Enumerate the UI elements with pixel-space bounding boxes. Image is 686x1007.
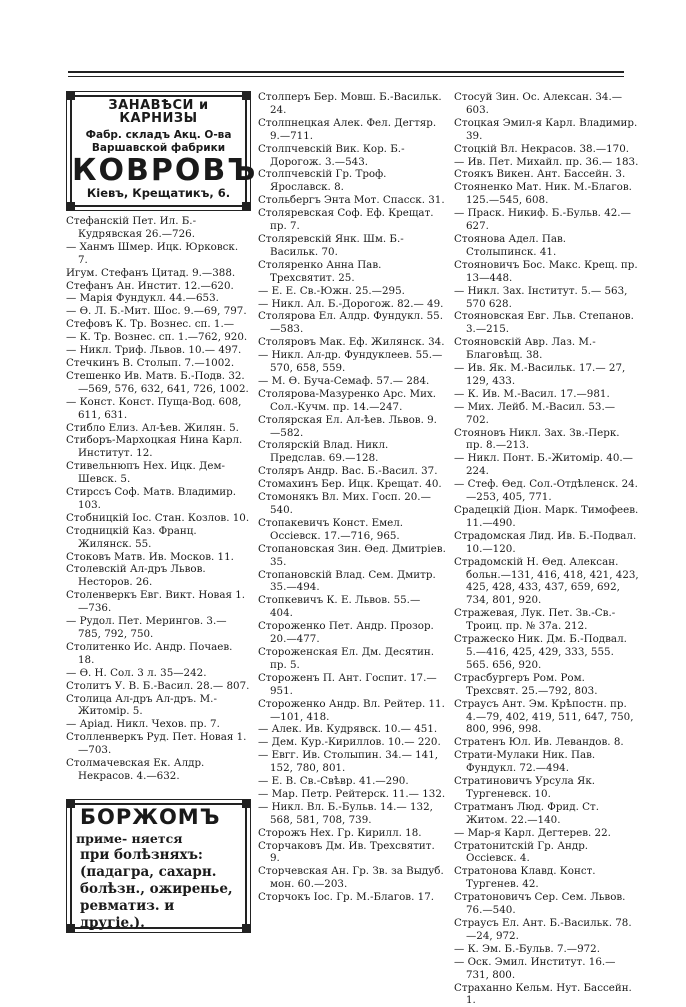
directory-entry: Стражеско Ник. Дм. Б.-Подвал. 5.—416, 425, 429, 333, 555. 565. 656, 920. bbox=[454, 633, 627, 671]
ornament-icon bbox=[242, 91, 251, 100]
directory-entry: Стопкевичъ К. Е. Львов. 55.— 404. bbox=[258, 594, 421, 620]
directory-entry: Столяръ Андр. Вас. Б.-Васил. 37. bbox=[258, 465, 438, 478]
directory-entry: Стешенко Ив. Матв. Б.-Подв. 32.—569, 576, 632, 641, 726, 1002. bbox=[66, 369, 249, 395]
directory-entry: Срадецкій Діон. Марк. Тимофеев. 11.—490. bbox=[454, 504, 639, 529]
directory-entry: — Никл. Ал. Б.-Дорогож. 82.— 49. bbox=[258, 297, 444, 310]
directory-entry: Стомахинъ Бер. Ицк. Крещат. 40. bbox=[258, 478, 442, 491]
directory-entry: — Мар. Петр. Рейтерск. 11.— 132. bbox=[258, 787, 446, 800]
directory-entry: Столитенко Ис. Андр. Почаев. 18. bbox=[66, 640, 233, 666]
directory-entry: Страдомская Лид. Ив. Б.-Подвал. 10.—120. bbox=[454, 529, 637, 555]
ornament-icon bbox=[242, 924, 251, 933]
directory-entry: Страусъ Ел. Ант. Б.-Васильк. 78.—24, 972. bbox=[454, 917, 632, 942]
directory-entry: Стопановскій Влад. Сем. Дмитр. 35.—494. bbox=[258, 568, 436, 594]
directory-entry: — Евгг. Ив. Столыпин. 34.— 141, 152, 780, 801. bbox=[258, 749, 439, 775]
directory-entry: Страти-Мулаки Ник. Пав. Фундукл. 72.—494. bbox=[454, 749, 596, 775]
directory-entry: Стратиновичъ Урсула Як. Тургеневск. 10. bbox=[454, 775, 596, 800]
ornament-icon bbox=[66, 202, 75, 211]
directory-entry: — К. Ив. М.-Васил. 17.—981. bbox=[454, 387, 610, 400]
borjom-ad-frame bbox=[70, 803, 247, 929]
directory-entry: — Е. В. Св.-Свѣвр. 41.—290. bbox=[258, 775, 409, 788]
ad-brand: КОВРОВЪ bbox=[72, 152, 258, 188]
ornament-icon bbox=[66, 799, 75, 808]
directory-entry: — Алек. Ив. Кудрявск. 10.— 451. bbox=[258, 723, 438, 736]
directory-entry: Стратманъ Люд. Фрид. Ст. Житом. 22.—140. bbox=[454, 800, 600, 826]
directory-entry: Столица Ал-дръ Ал-дръ. М.-Житомір. 5. bbox=[66, 692, 217, 718]
directory-entry: Стечкинъ В. Столып. 7.—1002. bbox=[66, 356, 235, 369]
directory-entry: Стопакевичъ Конст. Емел. Оссіевск. 17.—716, 965. bbox=[258, 516, 404, 542]
directory-entry: Столярова Ел. Алдр. Фундукл. 55.—583. bbox=[258, 310, 443, 336]
directory-entry: Стояновская Евг. Льв. Степанов. 3.—215. bbox=[454, 310, 634, 336]
curtains-ad-frame bbox=[70, 95, 258, 207]
directory-entry: — Дем. Кур.-Кириллов. 10.— 220. bbox=[258, 736, 441, 749]
directory-entry: — К. Тр. Вознес. сп. 1.—762, 920. bbox=[66, 331, 248, 344]
directory-entry: Стояновичъ Бос. Макс. Крещ. пр. 13—448. bbox=[454, 258, 638, 284]
column-1 bbox=[66, 91, 258, 937]
directory-entry: Столяренко Анна Пав. Трехсвятит. 25. bbox=[258, 258, 382, 284]
directory-entry: — Аріад. Никл. Чехов. пр. 7. bbox=[66, 718, 220, 731]
column-3 bbox=[454, 91, 639, 1007]
directory-entry: Стомонякъ Вл. Мих. Госп. 20.— 540. bbox=[258, 491, 431, 516]
directory-entry: Стражевая, Лук. Пет. Зв.-Св.-Троиц. пр. № 37а. 212. bbox=[454, 607, 616, 633]
directory-entry: Стирссъ Соф. Матв. Владимир. 103. bbox=[66, 486, 236, 511]
directory-entry: — Рудол. Пет. Мерингов. 3.— 785, 792, 750. bbox=[66, 615, 227, 640]
directory-entry: Стояновъ Никл. Зах. Зв.-Перк. пр. 8.—213. bbox=[454, 426, 620, 452]
ad-body: при болѣзняхъ: (падагра, сахарн. болѣзн., ожиренье, ревматиз. и другіе.). bbox=[80, 846, 233, 931]
directory-entry: Стороженко Пет. Андр. Прозор. 20.—477. bbox=[258, 620, 434, 646]
directory-entry: Стобницкій Іос. Стан. Козлов. 10. bbox=[66, 511, 250, 524]
directory-entry: Столмачевская Ек. Алдр. Некрасов. 4.—632. bbox=[66, 757, 205, 782]
directory-entry: — Никл. Понт. Б.-Житомір. 40.—224. bbox=[454, 452, 633, 478]
directory-entry: Стоякъ Викен. Ант. Бассейн. 3. bbox=[454, 168, 626, 181]
directory-entry: Столевскій Ал-дръ Львов. Несторов. 26. bbox=[66, 563, 206, 589]
directory-entry: Стратонитскій Гр. Андр. Оссіевск. 4. bbox=[454, 839, 589, 865]
directory-entry: Сторожъ Нех. Гр. Кирилл. 18. bbox=[258, 826, 422, 839]
directory-entry: — К. Эм. Б.-Бульв. 7.—972. bbox=[454, 942, 601, 955]
directory-entry: Стояненко Мат. Ник. М.-Благов. 125.—545, 608. bbox=[454, 181, 632, 207]
borjom-advertisement bbox=[66, 799, 251, 933]
directory-entry: — Марія Фундукл. 44.—653. bbox=[66, 292, 219, 305]
directory-entry: Столенверкъ Евг. Викт. Новая 1.—736. bbox=[66, 589, 246, 615]
directory-entry: — Ив. Пет. Михайл. пр. 36.— 183. bbox=[454, 155, 639, 168]
directory-entry: Столяревская Соф. Еф. Крещат. пр. 7. bbox=[258, 207, 434, 233]
directory-entry: Стоковъ Матв. Ив. Москов. 11. bbox=[66, 550, 234, 563]
directory-entry: Сторчокъ Іос. Гр. М.-Благов. 17. bbox=[258, 891, 435, 904]
curtains-advertisement bbox=[66, 91, 258, 211]
directory-entry: — Мих. Лейб. М.-Васил. 53.— 702. bbox=[454, 400, 616, 426]
directory-entry: Столленверкъ Руд. Пет. Новая 1.—703. bbox=[66, 731, 247, 757]
directory-entry: Страусъ Ант. Эм. Крѣпостн. пр. 4.—79, 402, 419, 511, 647, 750, 800, 996, 998. bbox=[454, 697, 634, 736]
directory-entry: Столяревскій Янк. Шм. Б.-Васильк. 70. bbox=[258, 232, 404, 258]
ad-address: Кіевъ, Крещатикъ, 6. bbox=[86, 185, 231, 200]
directory-entry: Стратонова Клавд. Конст. Тургенев. 42. bbox=[454, 865, 596, 891]
directory-entry: Столперъ Бер. Мовш. Б.-Васильк. 24. bbox=[258, 91, 442, 116]
ad-line: Фабр. складъ Акц. О-ва bbox=[85, 128, 232, 141]
directory-entry: Стосуй Зин. Ос. Алексан. 34.— 603. bbox=[454, 91, 623, 116]
directory-entry: — Конст. Конст. Пуща-Вод. 608, 611, 631. bbox=[66, 395, 242, 421]
ad-headline: ЗАНАВѢСИ и КАРНИЗЫ bbox=[108, 98, 209, 126]
ornament-icon bbox=[242, 799, 251, 808]
directory-entry: Стибло Елиз. Ал-ѣев. Жилян. 5. bbox=[66, 421, 239, 434]
directory-entry: Столярскій Влад. Никл. Предслав. 69.—128. bbox=[258, 439, 389, 465]
directory-entry: Стороженъ П. Ант. Госпит. 17.— 951. bbox=[258, 671, 437, 697]
directory-entry: Стратоновичъ Сер. Сем. Львов. 76.—540. bbox=[454, 891, 626, 917]
directory-entry: — Никл. Вл. Б.-Бульв. 14.— 132, 568, 581, 708, 739. bbox=[258, 800, 433, 826]
directory-entry: Стиборъ-Мархоцкая Нина Карл. Институт. 12. bbox=[66, 434, 243, 460]
directory-entry: — Ив. Як. М.-Васильк. 17.— 27, 129, 433. bbox=[454, 362, 626, 387]
directory-entry: — Ханмъ Шмер. Ицк. Юрковск. 7. bbox=[66, 240, 239, 266]
directory-entry: — М. Ѳ. Буча-Семаф. 57.— 284. bbox=[258, 374, 430, 387]
column-2 bbox=[258, 91, 446, 904]
directory-entry: Игум. Стефанъ Цитад. 9.—388. bbox=[66, 266, 236, 279]
directory-entry: — Мар-я Карл. Дегтерев. 22. bbox=[454, 826, 611, 839]
directory-entry: Стефанъ Ан. Инстит. 12.—620. bbox=[66, 279, 234, 292]
directory-entry: Страсбургеръ Ром. Ром. Трехсвят. 25.—792, 803. bbox=[454, 671, 598, 697]
ad-tagline: приме- няется bbox=[76, 830, 183, 846]
directory-entry: — Е. Е. Св.-Южн. 25.—295. bbox=[258, 284, 405, 297]
directory-entry: Столярская Ел. Ал-ѣев. Львов. 9.—582. bbox=[258, 413, 437, 439]
directory-entry: Столпчевскій Гр. Троф. Ярославск. 8. bbox=[258, 168, 387, 194]
directory-entry: Стороженская Ел. Дм. Десятин. пр. 5. bbox=[258, 645, 435, 671]
top-rule-thin bbox=[68, 76, 624, 77]
ornament-icon bbox=[66, 91, 75, 100]
directory-entry: — Никл. Триф. Львов. 10.— 497. bbox=[66, 344, 242, 357]
ornament-icon bbox=[242, 202, 251, 211]
directory-entry: Стольбергъ Энта Мот. Спасск. 31. bbox=[258, 194, 445, 207]
directory-entry: — Никл. Ал-др. Фундуклеев. 55.—570, 658, 559. bbox=[258, 349, 443, 375]
directory-entry: Столярова-Мазуренко Арс. Мих. Сол.-Кучм. пр. 14.—247. bbox=[258, 387, 437, 413]
directory-entry: Столяровъ Мак. Еф. Жилянск. 34. bbox=[258, 336, 445, 349]
top-rule-thick bbox=[68, 71, 624, 73]
directory-entry: — Стеф. Ѳед. Сол.-Отдѣленск. 24.—253, 405, 771. bbox=[454, 478, 638, 504]
directory-entry: — Ѳ. Л. Б.-Мит. Шос. 9.—69, 797. bbox=[66, 305, 247, 318]
directory-entry: Стопановская Зин. Ѳед. Дмитріев. 35. bbox=[258, 542, 446, 568]
directory-entry: Стороженко Андр. Вл. Рейтер. 11.—101, 418. bbox=[258, 697, 445, 723]
directory-entry: Сторчевская Ан. Гр. Зв. за Выдуб. мон. 60.—203. bbox=[258, 865, 444, 891]
directory-entry: Сторчаковъ Дм. Ив. Трехсвятит. 9. bbox=[258, 839, 435, 865]
directory-entry: Стивельнюпъ Нех. Ицк. Дем-Шевск. 5. bbox=[66, 460, 225, 486]
directory-entry: — Ѳ. Н. Сол. 3 л. 35—242. bbox=[66, 666, 207, 679]
directory-list bbox=[66, 215, 251, 783]
directory-entry: Стоянова Адел. Пав. Столыпинск. 41. bbox=[454, 232, 567, 258]
directory-entry: Стефовъ К. Тр. Вознес. сп. 1.— bbox=[66, 318, 235, 331]
directory-entry: Столпчевскій Вик. Кор. Б.-Дорогож. 3.—543. bbox=[258, 142, 405, 168]
directory-entry: — Оск. Эмил. Институт. 16.— 731, 800. bbox=[454, 955, 616, 981]
ad-brand: БОРЖОМЪ bbox=[80, 804, 221, 829]
directory-entry: Стратенъ Юл. Ив. Левандов. 8. bbox=[454, 736, 624, 749]
directory-entry: Стефанскій Пет. Ил. Б.-Кудрявская 26.—726. bbox=[66, 215, 197, 240]
directory-entry: Стоцкая Эмил-я Карл. Владимир. 39. bbox=[454, 116, 638, 142]
ornament-icon bbox=[66, 924, 75, 933]
directory-entry: Страдомскій Н. Ѳед. Алексан. больн.—131, 416, 418, 421, 423, 425, 428, 433, 437, 659, 692, 734, 801, 920. bbox=[454, 555, 639, 607]
directory-entry: Страханно Кельм. Нут. Бассейн. 1. bbox=[454, 981, 632, 1007]
directory-entry: Столитъ У. В. Б.-Васил. 28.— 807. bbox=[66, 679, 250, 692]
ad-line: Варшавской фабрики bbox=[91, 141, 226, 154]
directory-entry: Столпнецкая Алек. Фел. Дегтяр. 9.—711. bbox=[258, 116, 437, 142]
directory-entry: — Никл. Зах. Інститут. 5.— 563, 570 628. bbox=[454, 284, 628, 310]
directory-entry: Стодницкій Каз. Франц. Жилянск. 55. bbox=[66, 524, 197, 550]
directory-entry: Стоцкій Вл. Некрасов. 38.—170. bbox=[454, 142, 630, 155]
directory-entry: — Праск. Никиф. Б.-Бульв. 42.—627. bbox=[454, 207, 631, 233]
directory-entry: Стояновскій Авр. Лаз. М.-Благовѣщ. 38. bbox=[454, 336, 596, 362]
